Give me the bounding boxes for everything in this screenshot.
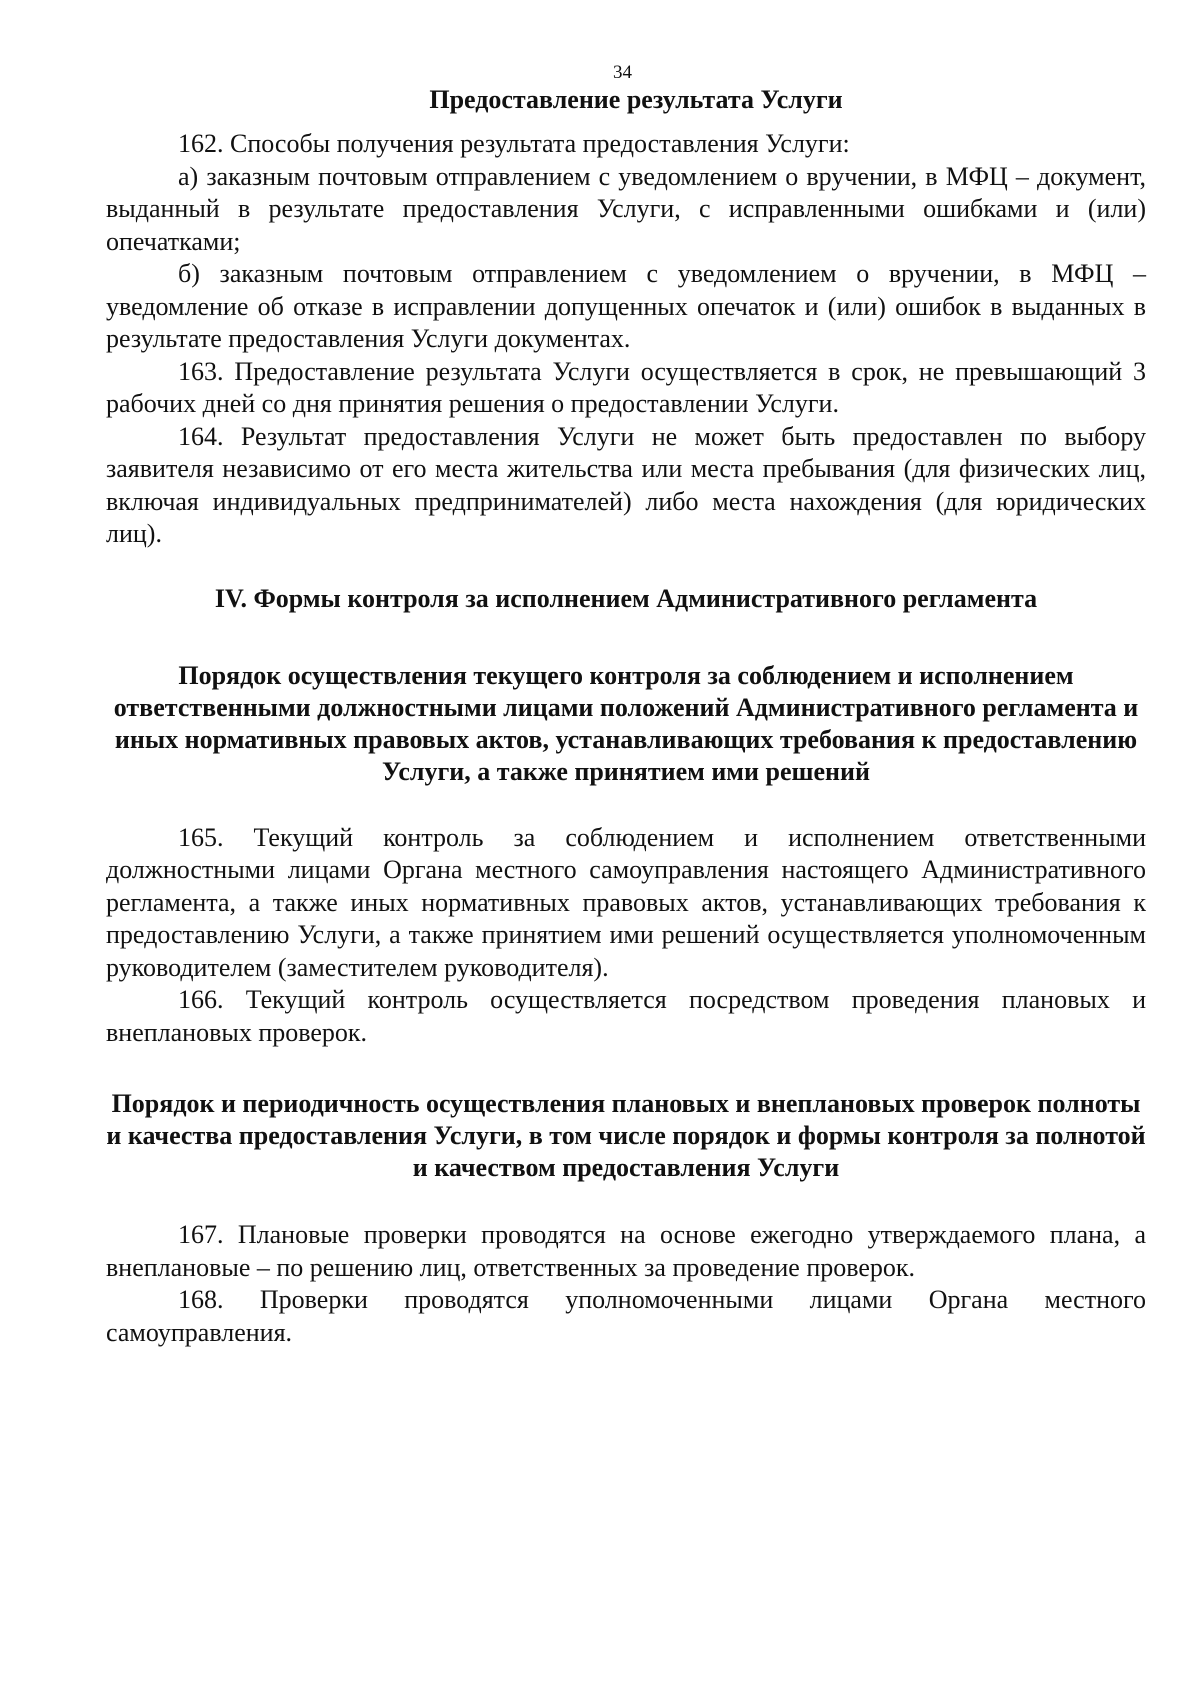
heading-result: Предоставление результата Услуги (429, 85, 843, 114)
paragraph-168: 168. Проверки проводятся уполномоченными лицами Органа местного самоуправления. (106, 1285, 1146, 1347)
paragraph-164: 164. Результат предоставления Услуги не может быть предоставлен по выбору заявителя независимо от его места жительства или места пребывания (для физических лиц, включая индивидуальных предпринимателей) либо места нахождения (для юридических лиц). (106, 421, 1146, 548)
paragraph-165: 165. Текущий контроль за соблюдением и исполнением ответственными должностными лицами Органа местного самоуправления настоящего Административного регламента, а также иных нормативных правовых актов, устанавливающих требования к предоставлению Услуги, а также принятием ими решений осуществляется уполномоченным руководителем (заместителем руководителя). (106, 822, 1146, 982)
heading-current-control: Порядок осуществления текущего контроля за соблюдением и исполнением ответственными должностными лицами положений Административного регламента и иных нормативных правовых актов, устанавливающих требования к предоставлению Услуги, а также принятием ими решений (113, 660, 1139, 786)
paragraph-162-b: б) заказным почтовым отправлением с уведомлением о вручении, в МФЦ – уведомление об отказе в исправлении допущенных опечаток и (или) ошибок в выданных в результате предоставления Услуги документах. (106, 259, 1146, 353)
page-number: 34 (613, 62, 632, 83)
paragraph-167: 167. Плановые проверки проводятся на основе ежегодно утверждаемого плана, а внеплановые – по решению лиц, ответственных за проведение проверок. (106, 1220, 1146, 1282)
paragraph-162: 162. Способы получения результата предоставления Услуги: (178, 129, 850, 158)
heading-periodic-control: Порядок и периодичность осуществления плановых и внеплановых проверок полноты и качества предоставления Услуги, в том числе порядок и формы контроля за полнотой и качеством предоставления Услуги (106, 1089, 1146, 1182)
paragraph-162-a: а) заказным почтовым отправлением с уведомлением о вручении, в МФЦ – документ, выданный в результате предоставления Услуги, с исправленными ошибками и (или) опечатками; (106, 161, 1146, 256)
document-body (106, 84, 1146, 1349)
heading-section-iv: IV. Формы контроля за исполнением Административного регламента (214, 583, 1038, 613)
paragraph-163: 163. Предоставление результата Услуги осуществляется в срок, не превышающий 3 рабочих дней со дня принятия решения о предоставлении Услуги. (106, 356, 1146, 418)
paragraph-166: 166. Текущий контроль осуществляется посредством проведения плановых и внеплановых проверок. (106, 985, 1146, 1047)
